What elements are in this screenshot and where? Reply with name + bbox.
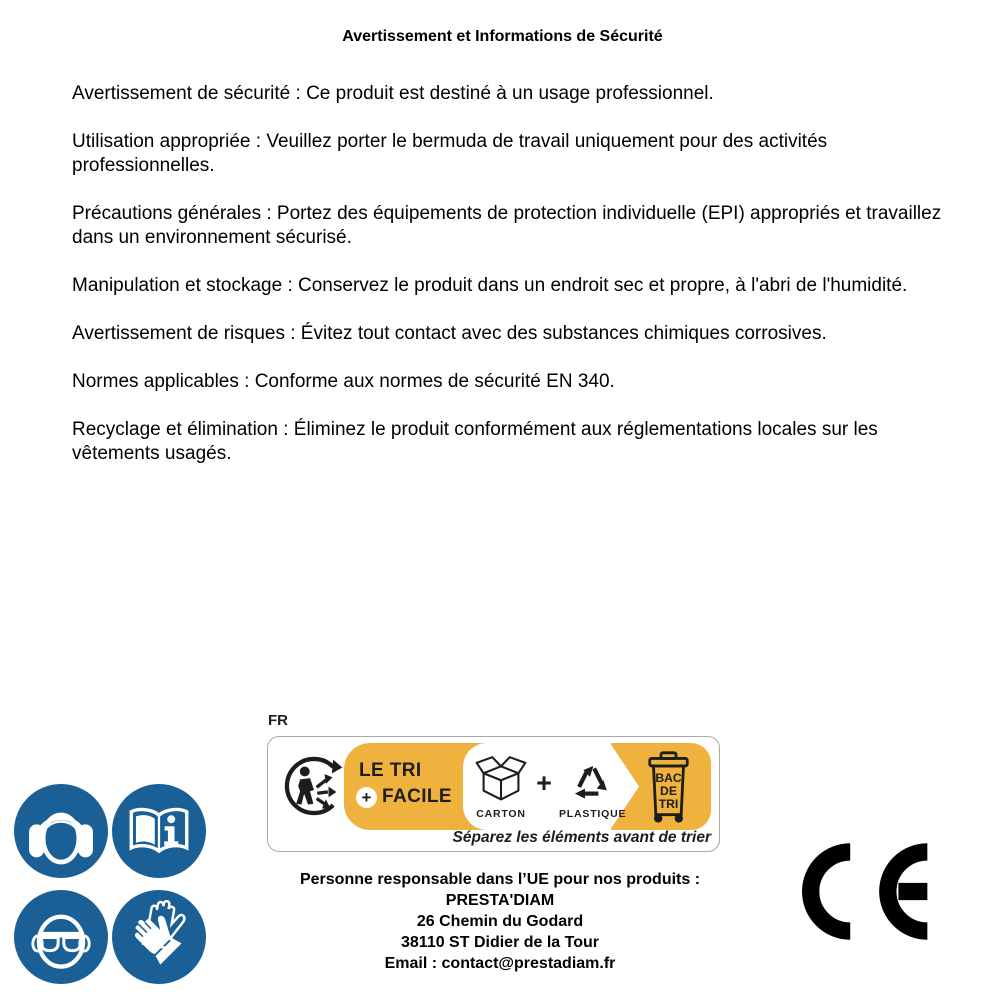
sorting-bin-icon [645, 750, 692, 830]
read-manual-icon [112, 784, 206, 878]
address-line: 26 Chemin du Godard [416, 913, 584, 930]
company-name: PRESTA'DIAM [445, 892, 555, 909]
facile-text: FACILE [382, 786, 452, 807]
plus-circle-icon: + [356, 787, 377, 808]
triman-icon [281, 753, 347, 824]
recycle-triangle-icon [564, 755, 616, 802]
le-tri-facile-logo [356, 760, 452, 808]
sorting-banner [344, 743, 711, 830]
safety-paragraph: Avertissement de risques : Évitez tout contact avec des substances chimiques corrosives. [72, 323, 827, 344]
safety-paragraph: Normes applicables : Conforme aux normes de sécurité EN 340. [72, 371, 615, 392]
carton-box-icon [474, 755, 528, 802]
plastique-material [559, 755, 627, 820]
safety-paragraph: Recyclage et élimination : Éliminez le produit conformément aux réglementations locales sur les vêtements usagés. [72, 419, 878, 464]
email-line: Email : contact@prestadiam.fr [384, 955, 616, 972]
carton-material [471, 755, 531, 820]
bin-text-line: DE [660, 784, 677, 798]
page-title: Avertissement et Informations de Sécurité [342, 28, 663, 45]
responsible-person-block [250, 869, 750, 974]
plastique-label: PLASTIQUE [559, 808, 627, 820]
ear-protection-icon [14, 784, 108, 878]
safety-paragraph: Utilisation appropriée : Veuillez porter le bermuda de travail uniquement pour des activités professionnelles. [72, 131, 828, 176]
safety-paragraph: Précautions générales : Portez des équipements de protection individuelle (EPI) appropriés et travaillez dans un environnement sécurisé. [72, 203, 942, 248]
country-code-label: FR [268, 712, 288, 729]
separate-elements-note: Séparez les éléments avant de trier [452, 829, 711, 846]
safety-paragraph: Manipulation et stockage : Conservez le produit dans un endroit sec et propre, à l'abri de l'humidité. [72, 275, 908, 296]
protective-gloves-icon [112, 890, 206, 984]
plus-separator: + [536, 768, 552, 798]
bin-text-line: TRI [658, 797, 679, 812]
eye-protection-icon [14, 890, 108, 984]
address-line: 38110 ST Didier de la Tour [401, 934, 599, 951]
recycling-sorting-label [267, 736, 720, 852]
safety-paragraph: Avertissement de sécurité : Ce produit est destiné à un usage professionnel. [72, 83, 714, 104]
responsible-line: Personne responsable dans l’UE pour nos produits : [299, 871, 701, 888]
le-tri-text: LE TRI [359, 760, 422, 781]
carton-label: CARTON [476, 808, 526, 820]
bin-text-line: BAC [655, 770, 682, 785]
ce-mark-icon [802, 843, 937, 945]
safety-paragraphs [72, 82, 954, 490]
